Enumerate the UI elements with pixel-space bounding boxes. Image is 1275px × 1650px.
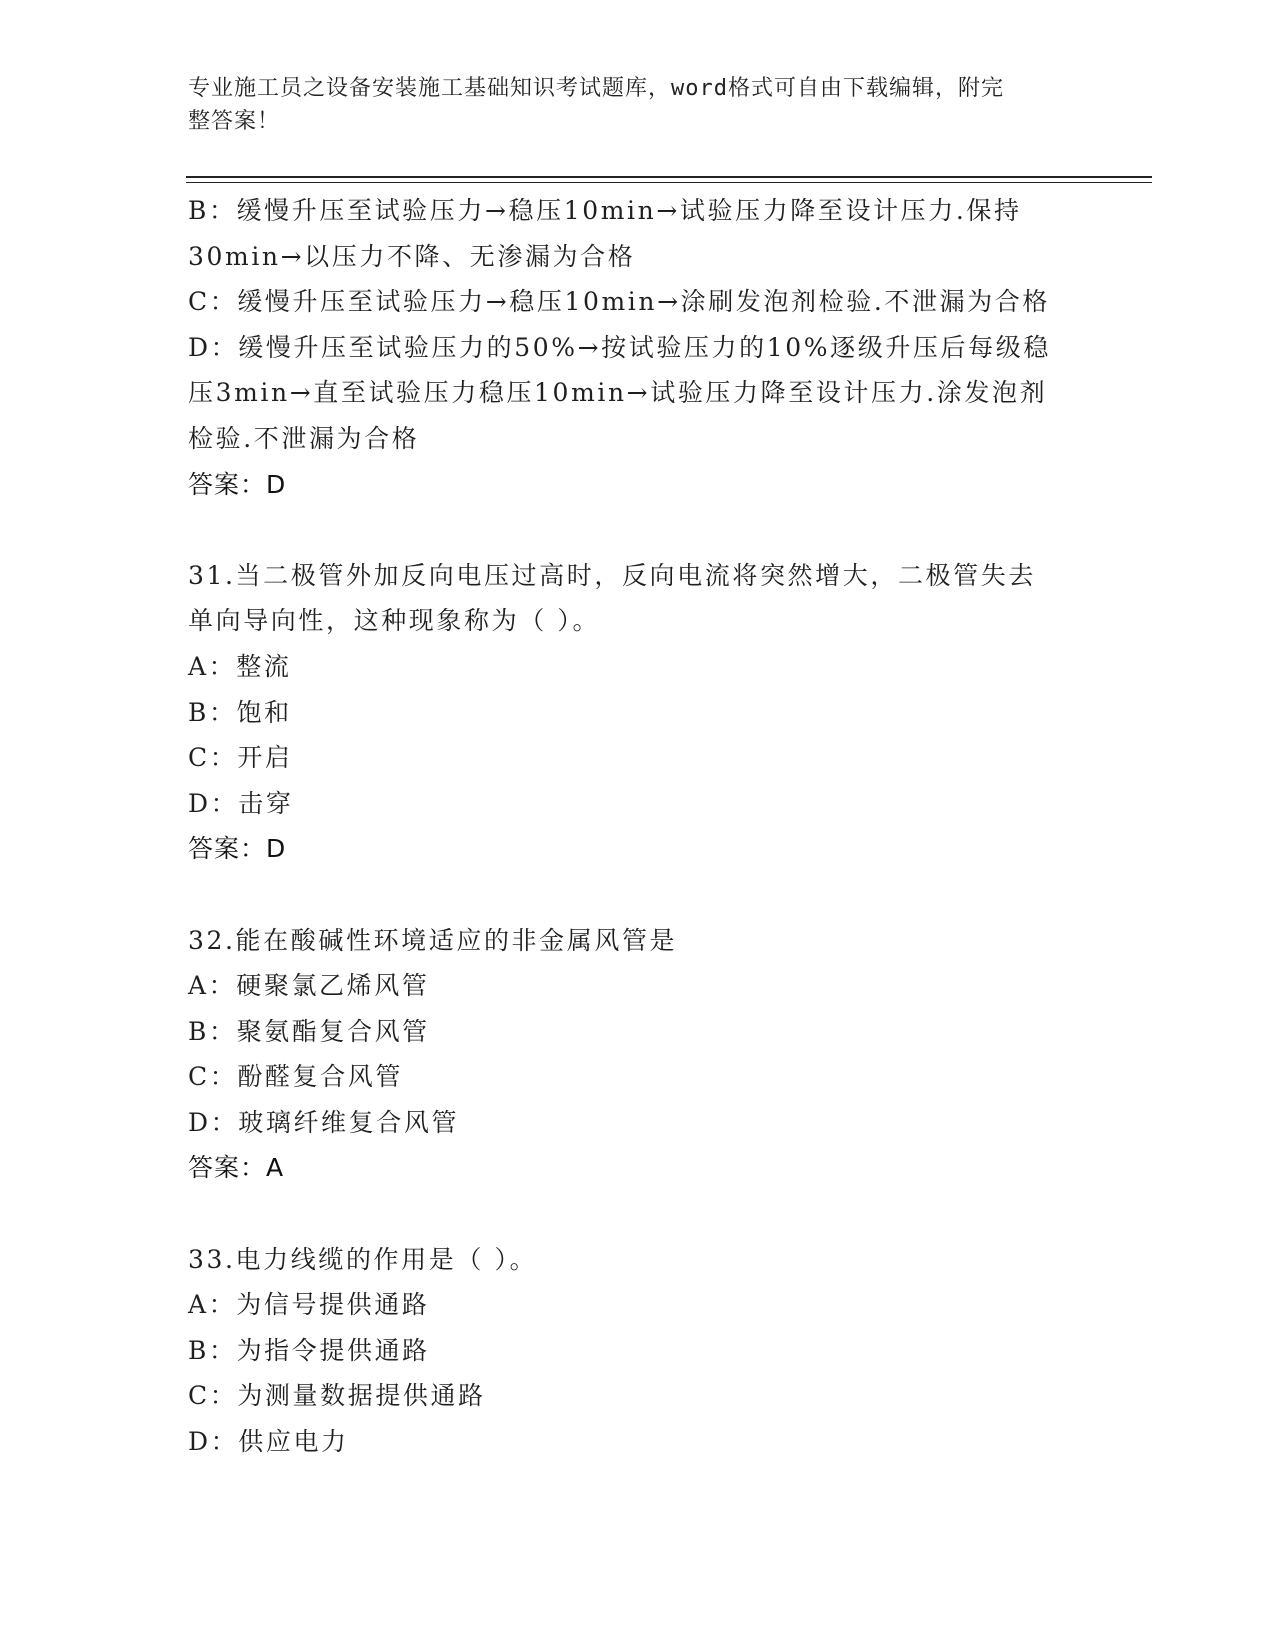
question-stem: 32.能在酸碱性环境适应的非金属风管是 (188, 925, 678, 955)
option-a: A：硬聚氯乙烯风管 (188, 971, 430, 1001)
question-30-tail (188, 188, 1148, 507)
answer: 答案：D (188, 834, 287, 864)
option-c: C：开启 (188, 743, 293, 773)
question-stem: 33.电力线缆的作用是（ ）。 (188, 1244, 538, 1274)
option-a: A：整流 (188, 651, 292, 681)
question-33 (188, 1237, 1148, 1465)
option-a: A：为信号提供通路 (188, 1290, 430, 1320)
option-b: B：为指令提供通路 (188, 1335, 430, 1365)
header-line-1: 专业施工员之设备安装施工基础知识考试题库，word格式可自由下载编辑，附完 (188, 76, 1004, 101)
spacer (188, 1191, 1148, 1237)
header-divider-thick (186, 176, 1152, 178)
option-d-line-1: D：缓慢升压至试验压力的50%→按试验压力的10%逐级升压后每级稳 (188, 332, 1051, 362)
question-31 (188, 553, 1148, 872)
question-stem-line-1: 31.当二极管外加反向电压过高时，反向电流将突然增大，二极管失去 (188, 560, 1036, 590)
answer: 答案：D (188, 469, 287, 499)
spacer (188, 507, 1148, 553)
option-b-line-1: B：缓慢升压至试验压力→稳压10min→试验压力降至设计压力.保持 (188, 196, 1022, 225)
header-line-2: 整答案！ (188, 109, 281, 134)
option-b: B：聚氨酯复合风管 (188, 1016, 430, 1046)
option-d: D：击穿 (188, 788, 294, 818)
option-d: D：供应电力 (188, 1427, 349, 1457)
option-c: C：酚醛复合风管 (188, 1062, 403, 1092)
spacer (188, 872, 1148, 918)
question-stem-line-2: 单向导向性，这种现象称为（ ）。 (188, 606, 601, 636)
option-b-line-2: 30min→以压力不降、无渗漏为合格 (188, 241, 636, 271)
option-d-line-3: 检验.不泄漏为合格 (188, 423, 420, 453)
document-header (188, 72, 1068, 138)
answer: 答案：A (188, 1153, 285, 1183)
option-c: C：缓慢升压至试验压力→稳压10min→涂刷发泡剂检验.不泄漏为合格 (188, 287, 1050, 317)
document-body (188, 188, 1148, 1465)
header-divider-thin (186, 182, 1152, 183)
option-c: C：为测量数据提供通路 (188, 1381, 486, 1411)
option-d-line-2: 压3min→直至试验压力稳压10min→试验压力降至设计压力.涂发泡剂 (188, 378, 1048, 408)
option-b: B：饱和 (188, 697, 292, 727)
option-d: D：玻璃纤维复合风管 (188, 1107, 460, 1137)
question-32 (188, 918, 1148, 1192)
